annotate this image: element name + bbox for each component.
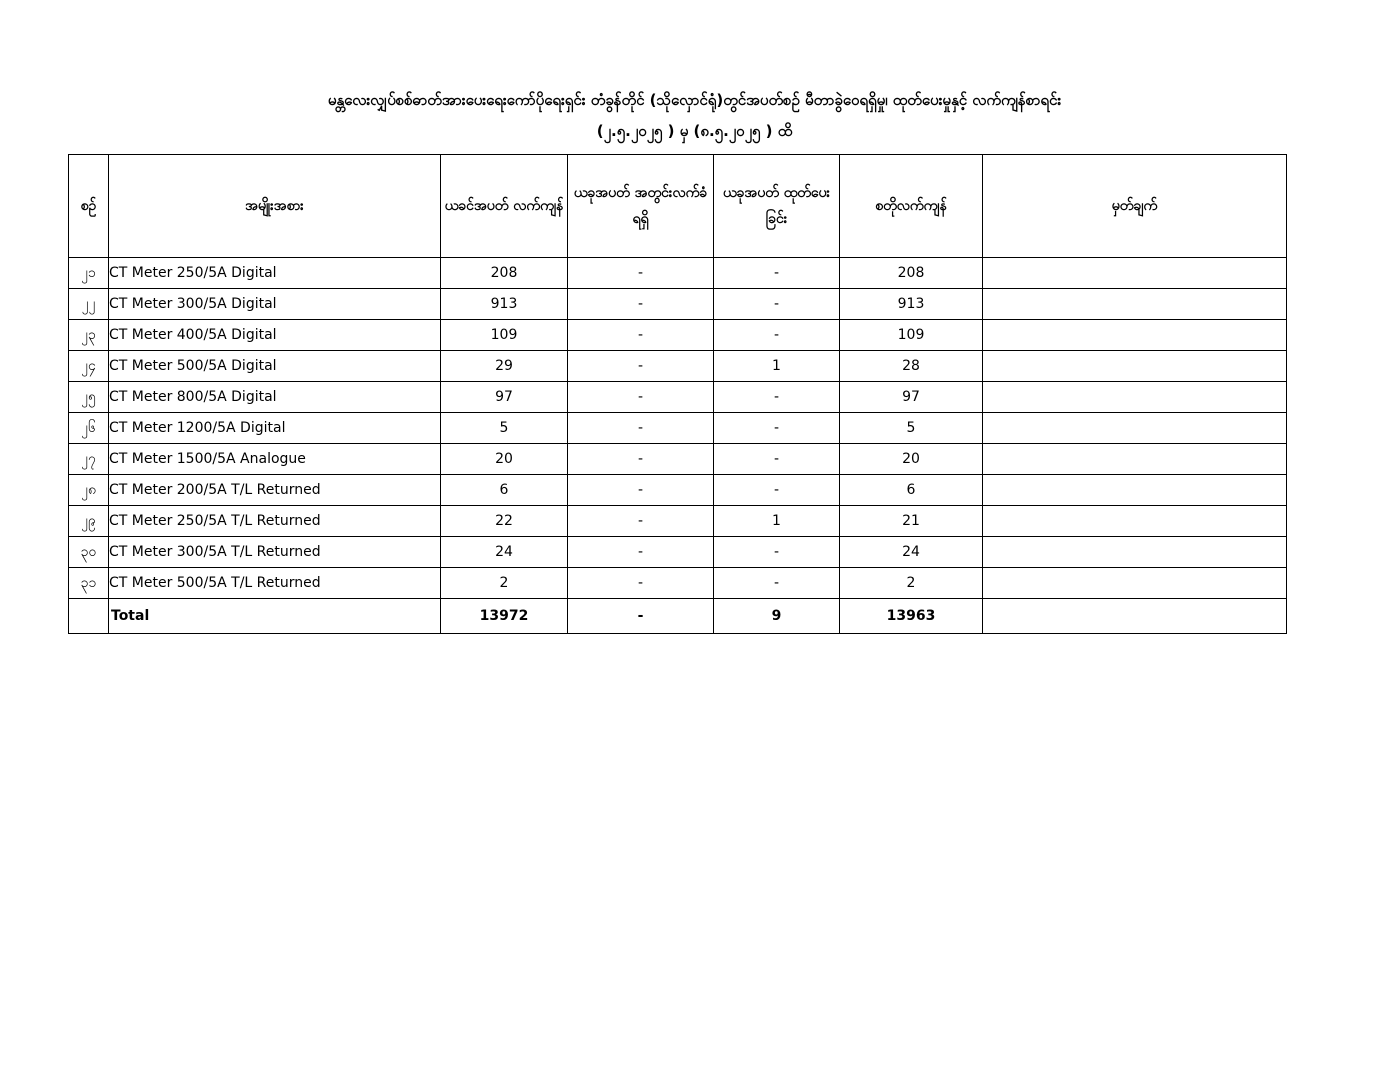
row-no: ၂၆ [69,413,109,444]
row-remark [983,506,1287,537]
row-issued: - [714,537,840,568]
row-no: ၃၀ [69,537,109,568]
table-row [69,382,1287,413]
row-issued: - [714,289,840,320]
row-received: - [568,320,714,351]
row-balance: 97 [840,382,983,413]
total-issued: 9 [714,599,840,634]
row-no: ၂၃ [69,320,109,351]
row-prev: 29 [441,351,568,382]
table-header-row [69,155,1287,258]
total-remark [983,599,1287,634]
row-issued: - [714,568,840,599]
row-issued: - [714,475,840,506]
row-prev: 22 [441,506,568,537]
row-item: CT Meter 500/5A Digital [109,351,441,382]
row-no: ၂၂ [69,289,109,320]
inventory-table [68,154,1287,634]
table-row [69,475,1287,506]
row-issued: 1 [714,351,840,382]
row-issued: - [714,413,840,444]
row-item: CT Meter 250/5A T/L Returned [109,506,441,537]
row-no: ၂၇ [69,444,109,475]
row-received: - [568,289,714,320]
table-row [69,568,1287,599]
row-prev: 5 [441,413,568,444]
table-row [69,289,1287,320]
row-remark [983,289,1287,320]
row-issued: - [714,444,840,475]
row-no: ၂၄ [69,351,109,382]
row-remark [983,320,1287,351]
row-remark [983,413,1287,444]
row-balance: 28 [840,351,983,382]
header-remark: မှတ်ချက် [983,155,1287,258]
row-item: CT Meter 250/5A Digital [109,258,441,289]
table-row [69,351,1287,382]
row-prev: 97 [441,382,568,413]
row-item: CT Meter 200/5A T/L Returned [109,475,441,506]
report-title: မန္တလေးလျှပ်စစ်ဓာတ်အားပေးရေးကော်ပိုရေးရှင်း တံခွန်တိုင် (သိုလှောင်ရုံ)တွင်အပတ်စဉ် မီတာခွဲဝေရရှိမှု၊ ထုတ်ပေးမှုနှင့် လက်ကျန်စာရင်း [327,91,1062,109]
row-item: CT Meter 1500/5A Analogue [109,444,441,475]
row-prev: 109 [441,320,568,351]
table-row [69,413,1287,444]
row-item: CT Meter 400/5A Digital [109,320,441,351]
header-item: အမျိုးအစား [109,155,441,258]
report-date-range: (၂.၅.၂၀၂၅ ) မှ (၈.၅.၂၀၂၅ ) ထိ [596,122,793,140]
row-received: - [568,444,714,475]
header-no: စဉ် [69,155,109,258]
row-no: ၂၁ [69,258,109,289]
row-received: - [568,537,714,568]
row-no: ၂၉ [69,506,109,537]
row-received: - [568,351,714,382]
row-remark [983,475,1287,506]
row-issued: 1 [714,506,840,537]
row-no: ၂၈ [69,475,109,506]
total-balance: 13963 [840,599,983,634]
total-received: - [568,599,714,634]
row-received: - [568,568,714,599]
header-prev-balance: ယခင်အပတ် လက်ကျန် [441,155,568,258]
row-remark [983,568,1287,599]
row-prev: 20 [441,444,568,475]
row-remark [983,351,1287,382]
row-prev: 208 [441,258,568,289]
row-item: CT Meter 300/5A Digital [109,289,441,320]
table-row [69,320,1287,351]
row-remark [983,258,1287,289]
row-issued: - [714,258,840,289]
row-remark [983,382,1287,413]
total-prev: 13972 [441,599,568,634]
row-received: - [568,258,714,289]
row-balance: 913 [840,289,983,320]
row-prev: 2 [441,568,568,599]
row-remark [983,444,1287,475]
row-balance: 6 [840,475,983,506]
total-row [69,599,1287,634]
row-prev: 24 [441,537,568,568]
row-balance: 20 [840,444,983,475]
table-row [69,506,1287,537]
row-balance: 109 [840,320,983,351]
row-item: CT Meter 1200/5A Digital [109,413,441,444]
row-balance: 208 [840,258,983,289]
row-received: - [568,506,714,537]
row-no: ၂၅ [69,382,109,413]
row-item: CT Meter 800/5A Digital [109,382,441,413]
row-balance: 21 [840,506,983,537]
table-row [69,444,1287,475]
row-issued: - [714,382,840,413]
total-label: Total [109,599,441,634]
row-received: - [568,413,714,444]
row-received: - [568,475,714,506]
row-issued: - [714,320,840,351]
header-received: ယခုအပတ် အတွင်းလက်ခံ ရရှိ [568,155,714,258]
table-row [69,537,1287,568]
row-prev: 913 [441,289,568,320]
row-remark [983,537,1287,568]
row-balance: 24 [840,537,983,568]
header-balance: စတိုလက်ကျန် [840,155,983,258]
total-no [69,599,109,634]
row-received: - [568,382,714,413]
row-no: ၃၁ [69,568,109,599]
row-balance: 2 [840,568,983,599]
row-item: CT Meter 500/5A T/L Returned [109,568,441,599]
row-balance: 5 [840,413,983,444]
row-prev: 6 [441,475,568,506]
row-item: CT Meter 300/5A T/L Returned [109,537,441,568]
header-issued: ယခုအပတ် ထုတ်ပေးခြင်း [714,155,840,258]
table-row [69,258,1287,289]
